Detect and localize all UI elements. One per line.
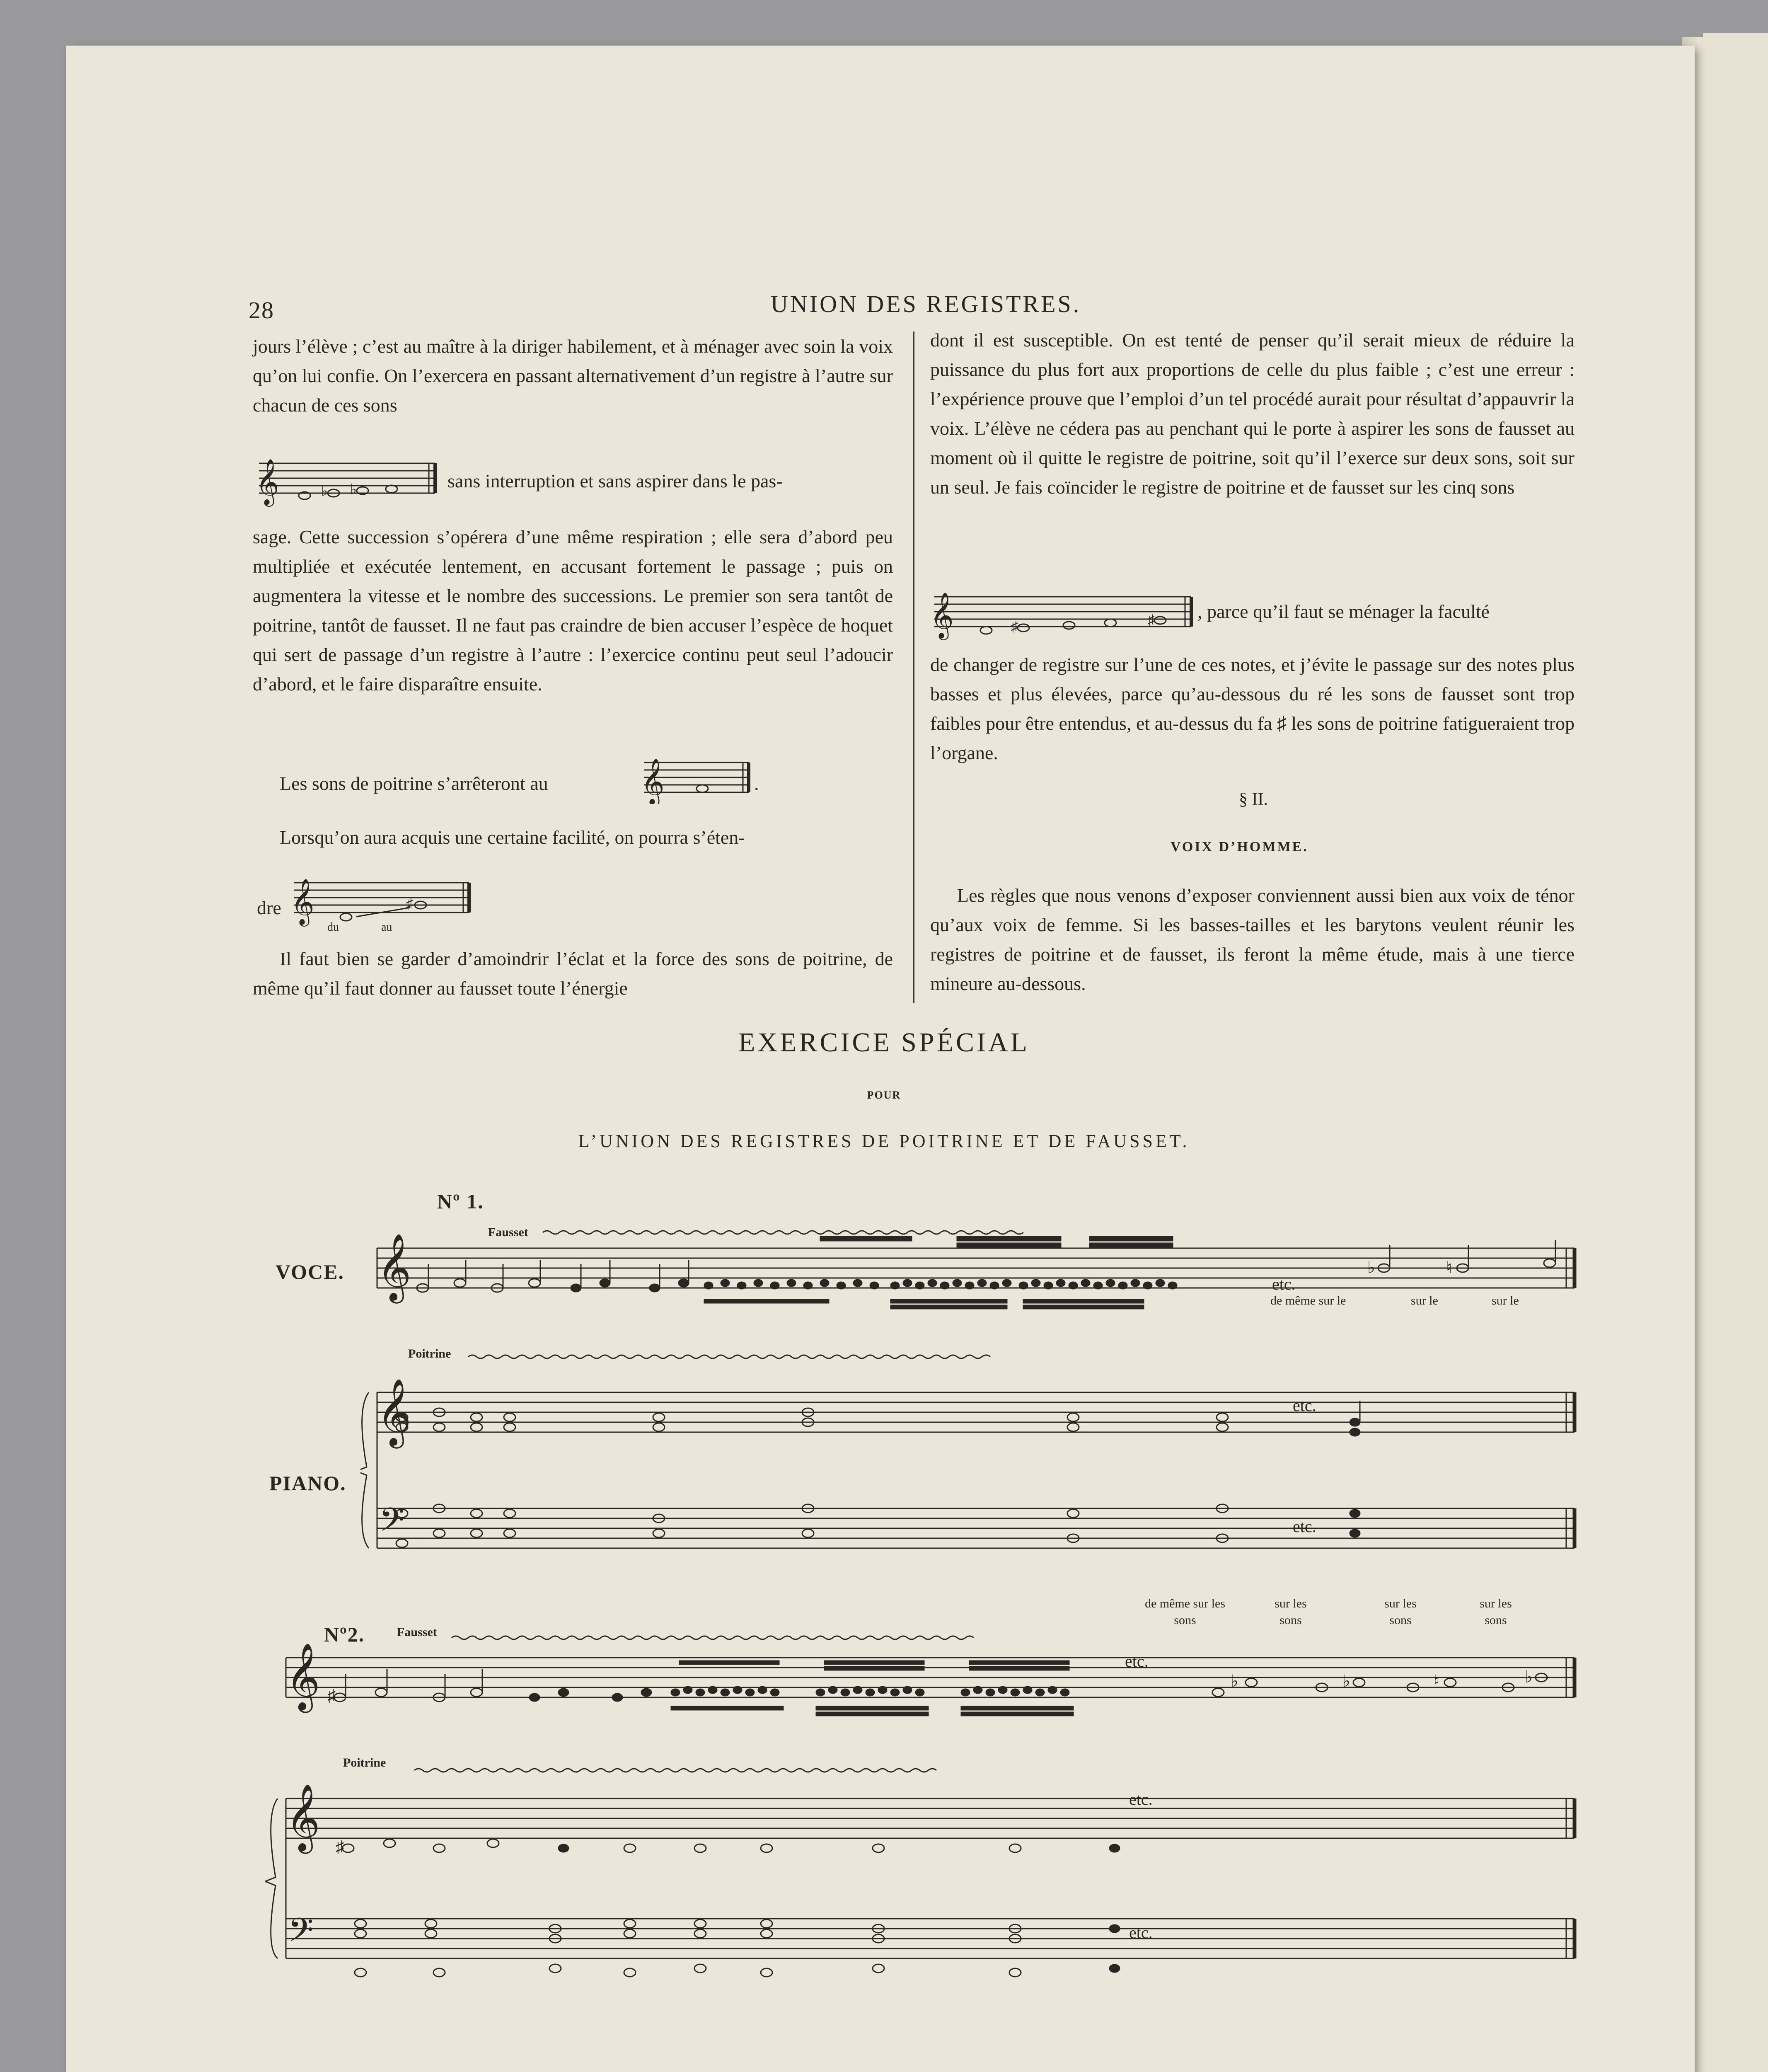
fausset-label-1: Fausset (488, 1225, 528, 1239)
section-title: VOIX D’HOMME. (1171, 839, 1308, 854)
sur-les-sons-1: sur les sons (1275, 1597, 1307, 1627)
right-column-para2 (930, 650, 1575, 767)
de-meme-sur-les-sons: de même sur les sons (1144, 1597, 1226, 1627)
svg-text:♭: ♭ (1342, 1672, 1350, 1690)
inline-staff-4 (928, 591, 1197, 644)
de-meme-sur-le: de même sur le (1270, 1294, 1346, 1307)
svg-text:♯: ♯ (336, 1837, 344, 1856)
etc-piano-bass-2: etc. (1129, 1923, 1153, 1942)
sur-les-sons-2: sur les sons (1384, 1597, 1417, 1627)
right-column-para3 (930, 881, 1575, 998)
etc-voice-2: etc. (1125, 1652, 1149, 1670)
staff-label-du: du (327, 921, 339, 934)
svg-text:𝄞: 𝄞 (286, 1645, 320, 1709)
exercise-subtitle: L’UNION DES REGISTRES DE POITRINE ET DE FAUSSET. (578, 1131, 1190, 1151)
svg-text:♯: ♯ (406, 896, 413, 912)
svg-text:♭: ♭ (1367, 1258, 1375, 1277)
page-number: 28 (249, 297, 274, 324)
svg-text:𝄢: 𝄢 (379, 1502, 405, 1546)
right-para1-text: dont il est susceptible. On est tenté de penser qu’il serait mieux de réduire la puissance du plus fort aux proportions de celle du plus faible ; c’est une erreur : l’expérience prouve que l’emploi d’un tel procédé aurait pour résultat d’appauvrir la voix. L’élève ne cédera pas au penchant qui le porte à aspirer les sons de fausset au moment où il quitte le registre de poitrine, soit qu’il l’exerce sur deux sons, soit sur un seul. Je fais coïncider le registre de poitrine et de fausset sur les cinq sons (930, 329, 1575, 498)
etc-piano-bass-1: etc. (1293, 1517, 1316, 1536)
left-para5-text: Il faut bien se garder d’amoindrir l’éclat et la force des sons de poitrine, de même qu’il faut donner au fausset toute l’énergie (253, 948, 893, 999)
right-para1-after-staff: , parce qu’il faut se ménager la faculté (1197, 601, 1490, 622)
left-para3-end: . (754, 773, 759, 794)
fausset-label-2: Fausset (397, 1625, 437, 1639)
svg-text:♯: ♯ (327, 1686, 336, 1705)
svg-text:♭: ♭ (1231, 1672, 1238, 1690)
exercise-no2-label: Nº2. (324, 1623, 365, 1646)
svg-text:𝄞: 𝄞 (641, 759, 665, 804)
left-para2-text: sage. Cette succession s’opérera d’une même respiration ; elle sera d’abord peu multipliée et exécutée lentement, en accusant fortement le passage ; puis on augmentera la vitesse et le nombre des successions. Le premier son sera tantôt de poitrine, tantôt de fausset. Il ne faut pas craindre de bien accuser l’espèce de hoquet qui sert de passage d’un registre à l’autre : l’exercice continu peut seul l’adoucir d’abord, et le faire disparaître ensuite. (253, 526, 893, 695)
voce-label: VOCE. (276, 1260, 344, 1283)
exercise-no1-label: Nº 1. (437, 1190, 484, 1213)
left-para3-text: Les sons de poitrine s’arrêteront au (280, 773, 548, 794)
left-para4-text: Lorsqu’on aura acquis une certaine facilité, on pourra s’éten- (280, 827, 745, 848)
music-system-2 (265, 1616, 1587, 1989)
poitrine-label-1: Poitrine (408, 1347, 451, 1360)
piano-label: PIANO. (269, 1472, 346, 1495)
running-title: UNION DES REGISTRES. (771, 290, 1081, 317)
svg-text:𝄞: 𝄞 (377, 1235, 411, 1300)
svg-text:♭: ♭ (1525, 1668, 1533, 1686)
svg-text:𝄞: 𝄞 (930, 593, 954, 637)
column-divider (913, 332, 914, 1003)
etc-voice-1: etc. (1272, 1275, 1296, 1293)
left-column-para5 (253, 944, 893, 1003)
svg-text:♯: ♯ (1011, 619, 1018, 634)
svg-text:♮: ♮ (1434, 1672, 1440, 1690)
section-number: § II. (1239, 790, 1268, 809)
exercise-pour: POUR (867, 1089, 901, 1101)
left-column-para2 (253, 522, 893, 699)
right-column-para1 (930, 325, 1575, 502)
svg-text:♭: ♭ (321, 484, 328, 499)
left-para1-after-staff: sans interruption et sans aspirer dans le pas- (447, 470, 783, 491)
sur-le-1: sur le (1411, 1294, 1438, 1307)
inline-staff-1 (251, 456, 441, 510)
svg-text:♯: ♯ (1148, 612, 1155, 628)
svg-text:♮: ♮ (1446, 1258, 1452, 1277)
etc-piano-treble-1: etc. (1293, 1396, 1316, 1415)
svg-text:𝄞: 𝄞 (291, 879, 314, 924)
right-para2-text: de changer de registre sur l’une de ces notes, et j’évite le passage sur des notes plus basses et plus élevées, parce qu’au-dessous du ré les sons de fausset sont trop faibles pour être entendus, et au-dessus du fa ♯ les sons de poitrine fatigueraient trop l’organe. (930, 654, 1575, 763)
staff-label-au: au (381, 921, 392, 934)
right-para3-text: Les règles que nous venons d’exposer conviennent aussi bien aux voix de ténor qu’aux voix de femme. Si les basses-tailles et les barytons veulent réunir les registres de poitrine et de fausset, ils feront la même étude, mais à une tierce mineure au-dessous. (930, 885, 1575, 994)
music-system-1 (360, 1218, 1587, 1583)
left-para4-cont: dre (257, 897, 281, 918)
left-column-para1 (253, 332, 893, 420)
etc-piano-treble-2: etc. (1129, 1790, 1153, 1808)
svg-text:𝄞: 𝄞 (377, 1380, 411, 1445)
inline-staff-2 (640, 754, 756, 804)
exercise-title: EXERCICE SPÉCIAL (738, 1027, 1030, 1058)
svg-text:♭: ♭ (350, 482, 357, 497)
sur-le-2: sur le (1492, 1294, 1519, 1307)
poitrine-label-2: Poitrine (343, 1756, 386, 1769)
svg-text:𝄢: 𝄢 (288, 1912, 314, 1956)
svg-text:𝄞: 𝄞 (256, 460, 279, 504)
svg-text:𝄞: 𝄞 (286, 1786, 320, 1850)
sur-les-sons-3: sur les sons (1480, 1597, 1512, 1627)
left-para1-text: jours l’élève ; c’est au maître à la diriger habilement, et à ménager avec soin la voix qu’on lui confie. On l’exercera en passant alternativement d’un registre à l’autre sur chacun de ces sons (253, 336, 893, 416)
